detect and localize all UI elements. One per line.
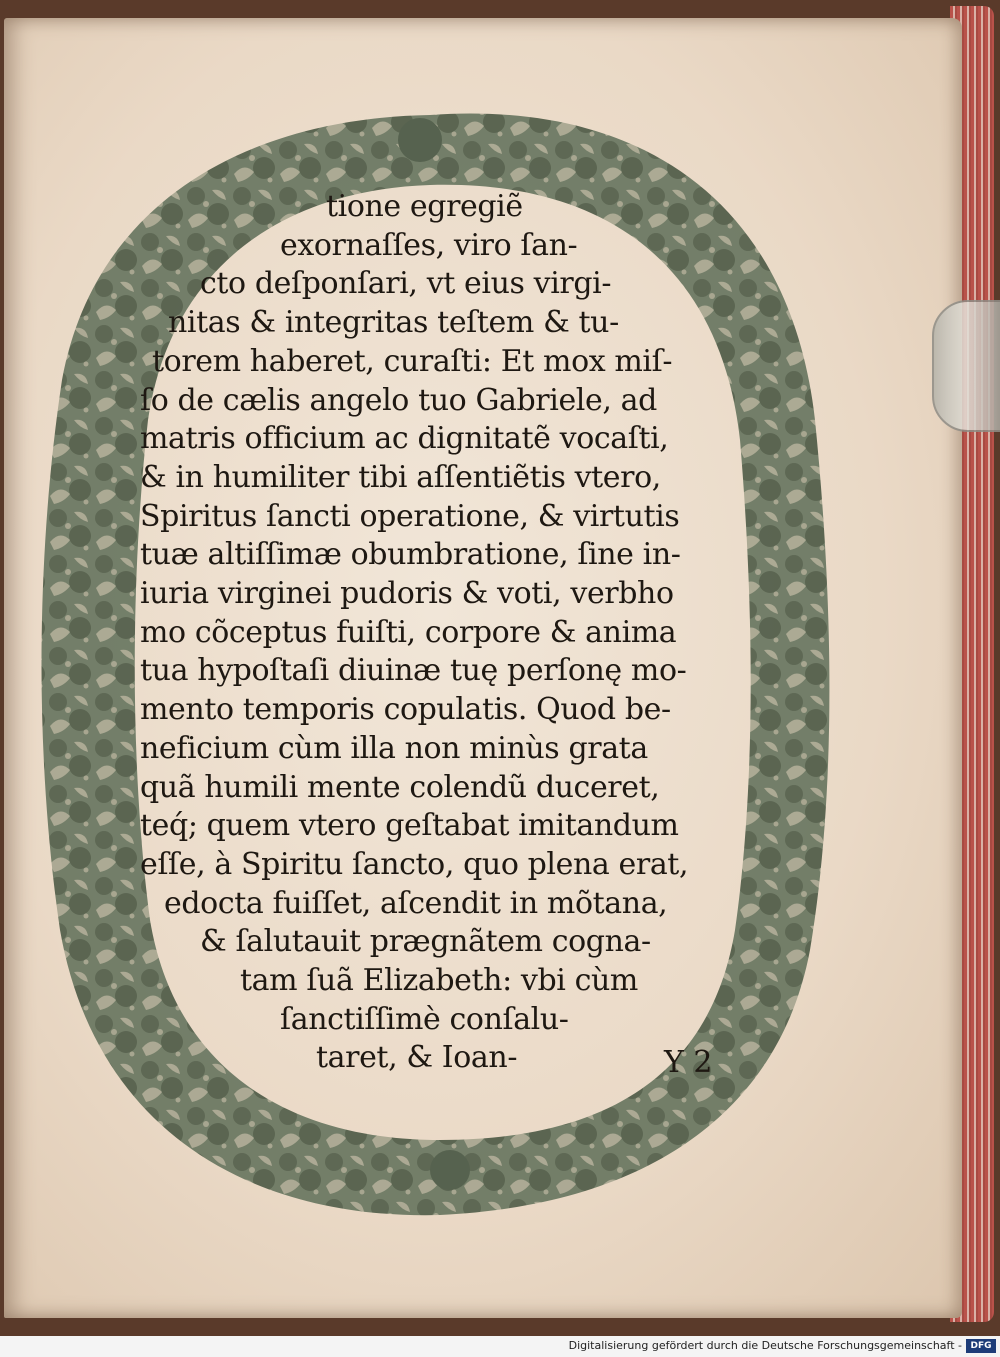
text-line: mento temporis copulatis. Quod be-: [140, 692, 671, 728]
signature-mark: Y 2: [664, 1045, 713, 1080]
text-line: ſo de cælis angelo tuo Gabriele, ad: [140, 382, 657, 418]
text-line: torem haberet, curaſti: Et mox miſ-: [152, 343, 673, 379]
text-line: eſſe, à Spiritu ſancto, quo plena erat,: [140, 846, 689, 882]
ornament-face-top: [398, 118, 442, 162]
text-line: nitas & integritas teſtem & tu-: [168, 305, 619, 341]
text-line: tione egregiẽ: [326, 189, 523, 224]
footer-bar: [0, 1336, 1000, 1357]
text-line: Spiritus ſancti operatione, & virtutis: [140, 498, 680, 534]
text-line: tam ſuã Elizabeth: vbi cùm: [240, 963, 638, 999]
text-line: edocta fuiſſet, aſcendit in mõtana,: [164, 885, 668, 921]
text-line: ſanctiſſimè conſalu-: [280, 1001, 569, 1037]
text-line: mo cõceptus fuiſti, corpore & anima: [140, 614, 677, 650]
dfg-logo: DFG: [966, 1339, 996, 1353]
latin-text-block: [140, 188, 740, 1078]
text-line: quã humili mente colendũ duceret,: [140, 769, 660, 805]
text-line: tuæ altiſſimæ obumbratione, ſine in-: [140, 537, 681, 573]
ornament-face-bottom: [430, 1150, 470, 1190]
text-line: & in humiliter tibi aſſentiẽtis vtero,: [140, 459, 661, 495]
funding-credit: Digitalisierung gefördert durch die Deutsche Forschungsgemeinschaft -: [568, 1339, 962, 1352]
text-line: cto deſponſari, vt eius virgi-: [200, 266, 612, 302]
text-line: neficium cùm illa non minùs grata: [140, 730, 648, 766]
text-line: iuria virginei pudoris & voti, verbho: [140, 576, 674, 612]
text-line: teq́; quem vtero geſtabat imitandum: [140, 808, 679, 844]
text-line: taret, & Ioan-: [316, 1040, 518, 1076]
text-line: matris officium ac dignitatẽ vocaſti,: [140, 421, 669, 457]
text-line: exornaſſes, viro ſan-: [280, 227, 578, 263]
text-line: & ſalutauit prægnãtem cogna-: [200, 924, 651, 960]
text-line: tua hypoſtaſi diuinæ tuę perſonę mo-: [140, 653, 687, 689]
